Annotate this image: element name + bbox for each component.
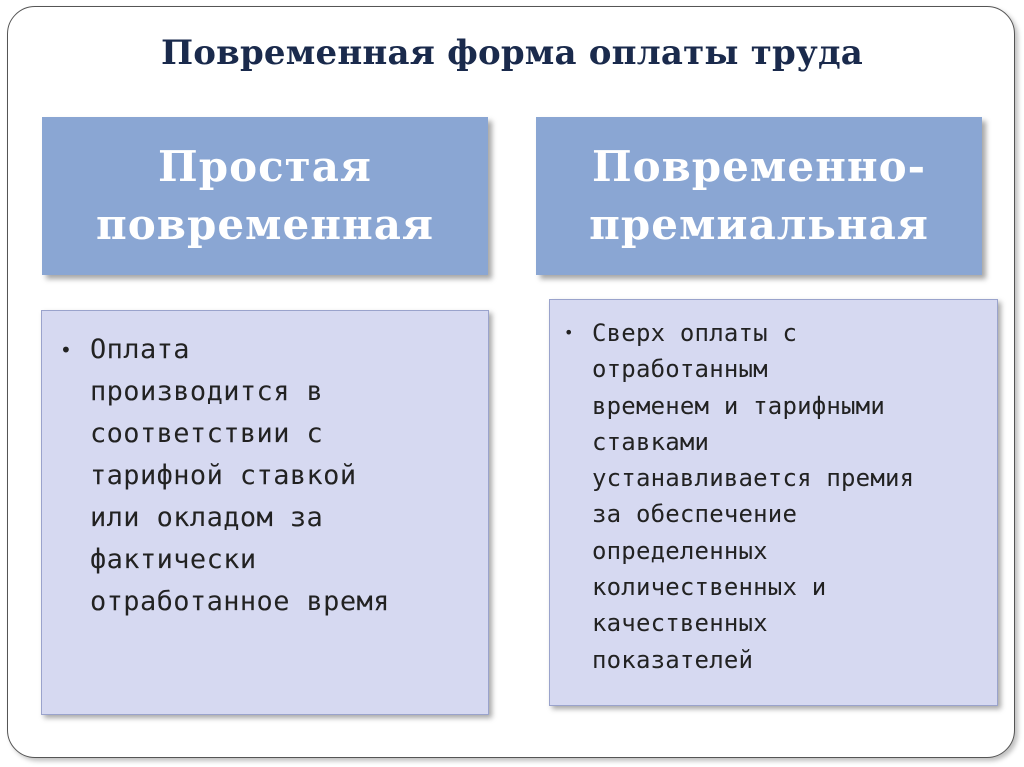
text-line: отработанным <box>592 355 768 384</box>
header-line: повременная <box>96 200 434 249</box>
bullet-text <box>592 315 914 678</box>
header-time-bonus <box>536 117 982 275</box>
bullet-icon: • <box>60 338 72 362</box>
header-line: Простая <box>158 142 372 191</box>
slide-title: Повременная форма оплаты труда <box>160 33 864 73</box>
text-line: Сверх оплаты с <box>592 319 798 347</box>
text-line: фактически <box>90 544 257 575</box>
bullet-item <box>60 329 478 623</box>
text-line: за обеспечение <box>592 500 798 529</box>
header-simple-time <box>42 117 488 275</box>
text-line: Оплата <box>90 334 190 365</box>
content-simple-time <box>41 310 489 715</box>
text-line: тарифной ставкой <box>90 460 357 491</box>
text-line: соответствии с <box>90 418 324 449</box>
header-line: премиальная <box>589 200 929 249</box>
text-line: отработанное время <box>90 586 390 617</box>
text-line: производится в <box>90 376 324 407</box>
bullet-icon: • <box>564 323 574 342</box>
content-time-bonus <box>549 299 998 706</box>
header-line: Повременно- <box>591 142 927 191</box>
text-line: определенных <box>592 536 768 565</box>
text-line: показателей <box>592 645 754 674</box>
bullet-text <box>90 329 390 623</box>
text-line: количественных и <box>592 573 827 602</box>
text-line: ставками <box>592 427 710 456</box>
bullet-item <box>564 315 987 678</box>
text-line: временем и тарифными <box>592 391 885 420</box>
text-line: или окладом за <box>90 502 324 533</box>
text-line: качественных <box>592 609 768 638</box>
text-line: устанавливается премия <box>592 464 915 493</box>
